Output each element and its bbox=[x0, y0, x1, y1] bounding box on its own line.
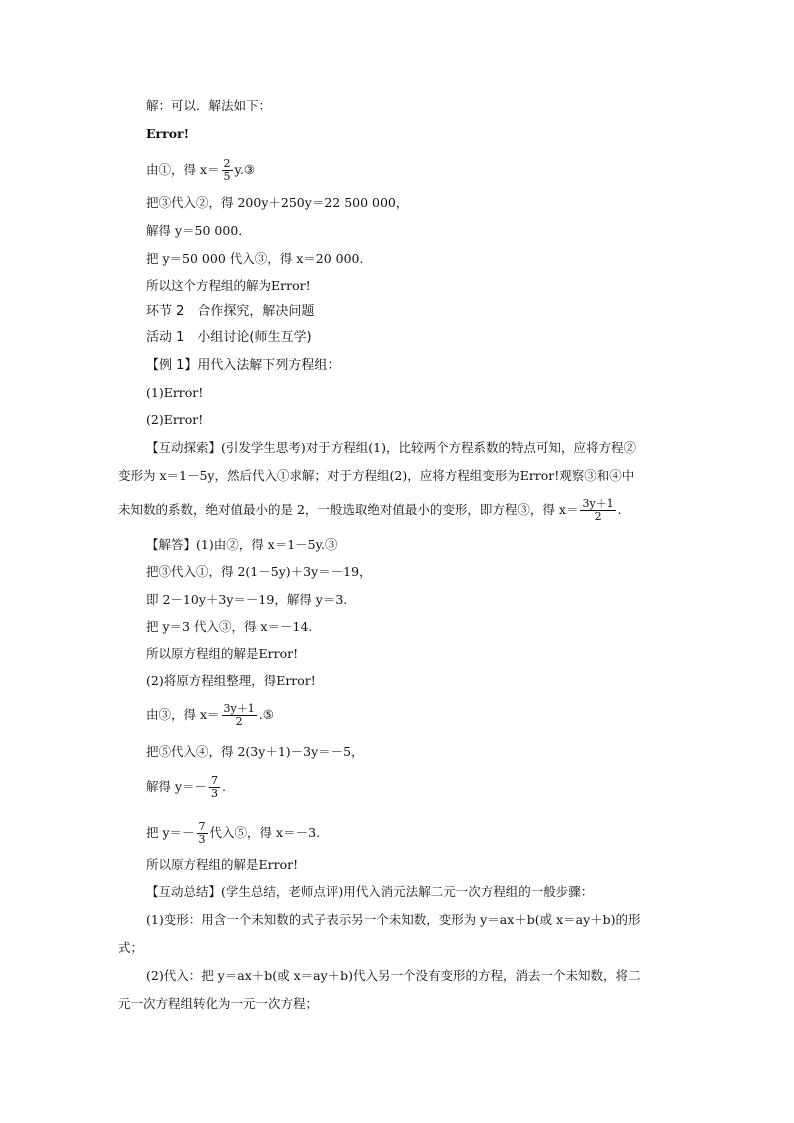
solution-line: 【解答】(1)由②，得 x＝1－5y.③ bbox=[146, 537, 338, 552]
paragraph-line: 变形为 x＝1－5y，然后代入①求解；对于方程组(2)，应将方程组变形为Error!观察③和④中 bbox=[118, 468, 635, 483]
text-segment: 把 y＝－ bbox=[146, 825, 195, 841]
solution-line: 把 y＝3 代入③，得 x＝－14. bbox=[146, 619, 313, 634]
text-segment: y.③ bbox=[234, 162, 256, 178]
step-line: 式； bbox=[118, 940, 144, 955]
denominator: 3 bbox=[211, 787, 219, 801]
conclusion-line: 所以原方程组的解是Error! bbox=[146, 646, 299, 661]
equation-line: 把③代入②，得 200y＋250y＝22 500 000， bbox=[146, 195, 409, 210]
summary-heading: 【互动总结】(学生总结，老师点评)用代入消元法解二元一次方程组的一般步骤： bbox=[146, 884, 594, 899]
solution-line: 即 2－10y＋3y＝－19，解得 y＝3. bbox=[146, 592, 348, 607]
denominator: 5 bbox=[223, 170, 231, 184]
solution-line: (2)将原方程组整理，得Error! bbox=[146, 673, 316, 688]
equation-line: 把 y＝50 000 代入③，得 x＝20 000. bbox=[146, 251, 364, 266]
text-segment: 由③，得 x＝ bbox=[146, 707, 220, 723]
equation-line bbox=[146, 158, 255, 183]
step-line: (1)变形：用含一个未知数的式子表示另一个未知数，变形为 y＝ax＋b(或 x＝ay＋b)的形 bbox=[146, 912, 641, 927]
step-line: 元一次方程组转化为一元一次方程； bbox=[118, 996, 319, 1011]
denominator: 3 bbox=[198, 833, 206, 847]
paragraph-line: 【互动探索】(引发学生思考)对于方程组(1)，比较两个方程系数的特点可知，应将方程② bbox=[146, 440, 636, 455]
text-segment: 由①，得 x＝ bbox=[146, 162, 220, 178]
example-heading: 【例 1】用代入法解下列方程组： bbox=[146, 358, 341, 373]
solution-line bbox=[146, 821, 320, 846]
solution-line bbox=[146, 775, 226, 800]
numerator: 2 bbox=[223, 157, 231, 170]
solution-line: 把⑤代入④，得 2(3y＋1)－3y＝－5， bbox=[146, 744, 364, 759]
fraction bbox=[580, 498, 615, 523]
denominator: 2 bbox=[235, 715, 243, 729]
numerator: 3y＋1 bbox=[223, 702, 255, 715]
activity-heading: 活动 1 小组讨论(师生互学) bbox=[146, 330, 312, 345]
text-segment: .⑤ bbox=[258, 707, 274, 723]
step-line: (2)代入：把 y＝ax＋b(或 x＝ay＋b)代入另一个没有变形的方程，消去一个未知数，将二 bbox=[146, 968, 641, 983]
numerator: 7 bbox=[198, 820, 206, 833]
fraction bbox=[209, 775, 220, 800]
paragraph-line bbox=[118, 498, 622, 523]
problem-item: (1)Error! bbox=[146, 385, 204, 400]
equation-line: 解得 y＝50 000. bbox=[146, 223, 243, 238]
text-segment: 解得 y＝－ bbox=[146, 779, 208, 795]
fraction bbox=[222, 703, 257, 728]
numerator: 7 bbox=[211, 774, 219, 787]
conclusion-line: 所以原方程组的解是Error! bbox=[146, 857, 299, 872]
numerator: 3y＋1 bbox=[582, 497, 614, 510]
solution-intro: 解：可以．解法如下： bbox=[146, 98, 272, 113]
error-placeholder: Error! bbox=[146, 126, 190, 141]
text-segment: 代入⑤，得 x＝－3. bbox=[209, 825, 320, 841]
text-segment: . bbox=[222, 779, 227, 795]
text-segment: . bbox=[617, 502, 622, 518]
denominator: 2 bbox=[594, 510, 602, 524]
fraction bbox=[222, 158, 233, 183]
conclusion-line: 所以这个方程组的解为Error! bbox=[146, 278, 311, 293]
fraction bbox=[197, 821, 208, 846]
solution-line bbox=[146, 703, 274, 728]
section-heading: 环节 2 合作探究，解决问题 bbox=[146, 304, 315, 319]
text-segment: 未知数的系数，绝对值最小的是 2，一般选取绝对值最小的变形，即方程③，得 x＝ bbox=[118, 502, 579, 518]
problem-item: (2)Error! bbox=[146, 412, 204, 427]
solution-line: 把③代入①，得 2(1－5y)＋3y＝－19， bbox=[146, 564, 372, 579]
